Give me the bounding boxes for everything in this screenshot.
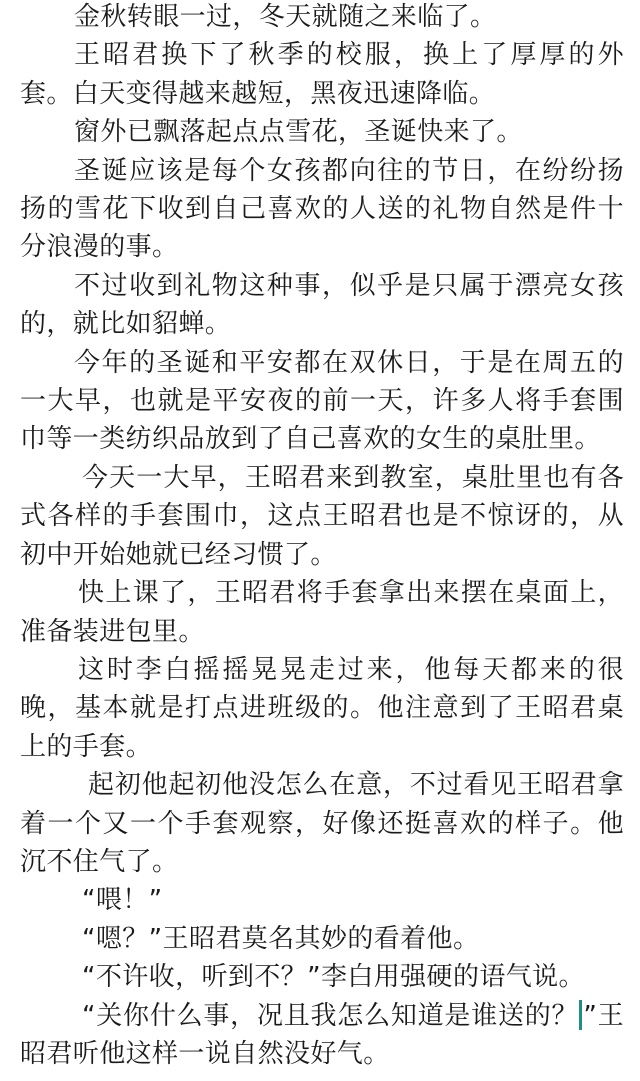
text-cursor [579, 1000, 582, 1030]
paragraph-14[interactable] [20, 997, 624, 1074]
paragraph-10: 起初他起初他没怎么在意，不过看见王昭君拿着一个又一个手套观察，好像还挺喜欢的样子。他沉不住气了。 [20, 770, 624, 877]
paragraph-9: 这时李白摇摇晃晃走过来，他每天都来的很晚，基本就是打点进班级的。他注意到了王昭君桌上的手套。 [20, 654, 624, 762]
paragraph-4: 圣诞应该是每个女孩都向往的节日，在纷纷扬扬的雪花下收到自己喜欢的人送的礼物自然是件十分浪漫的事。 [20, 155, 624, 263]
paragraph-3: 窗外已飘落起点点雪花，圣诞快来了。 [74, 117, 523, 148]
paragraph-6: 今年的圣诞和平安都在双休日，于是在周五的一大早，也就是平安夜的前一天，许多人将手套围巾等一类纺织品放到了自己喜欢的女生的桌肚里。 [20, 347, 624, 455]
paragraph-11: “喂！” [82, 885, 163, 916]
paragraph-2: 王昭君换下了秋季的校服，换上了厚厚的外套。白天变得越来越短，黑夜迅速降临。 [20, 40, 624, 109]
paragraph-7: 今天一大早，王昭君来到教室，桌肚里也有各式各样的手套围巾，这点王昭君也是不惊讶的，从初中开始她就已经习惯了。 [20, 462, 624, 570]
paragraph-8: 快上课了，王昭君将手套拿出来摆在桌面上，准备装进包里。 [20, 578, 624, 647]
paragraph-1: 金秋转眼一过，冬天就随之来临了。 [74, 2, 497, 32]
paragraph-5: 不过收到礼物这种事，似乎是只属于漂亮女孩的，就比如貂蝉。 [20, 270, 624, 340]
paragraph-13: “不许收，听到不？”李白用强硬的语气说。 [82, 962, 585, 993]
paragraph-12: “嗯？”王昭君莫名其妙的看着他。 [82, 923, 480, 954]
paragraph-14-text: “关你什么事，况且我怎么知道是谁送的？ ”王昭君听他这样一说自然没好气。 [20, 1000, 624, 1069]
story-text [20, 0, 624, 1073]
